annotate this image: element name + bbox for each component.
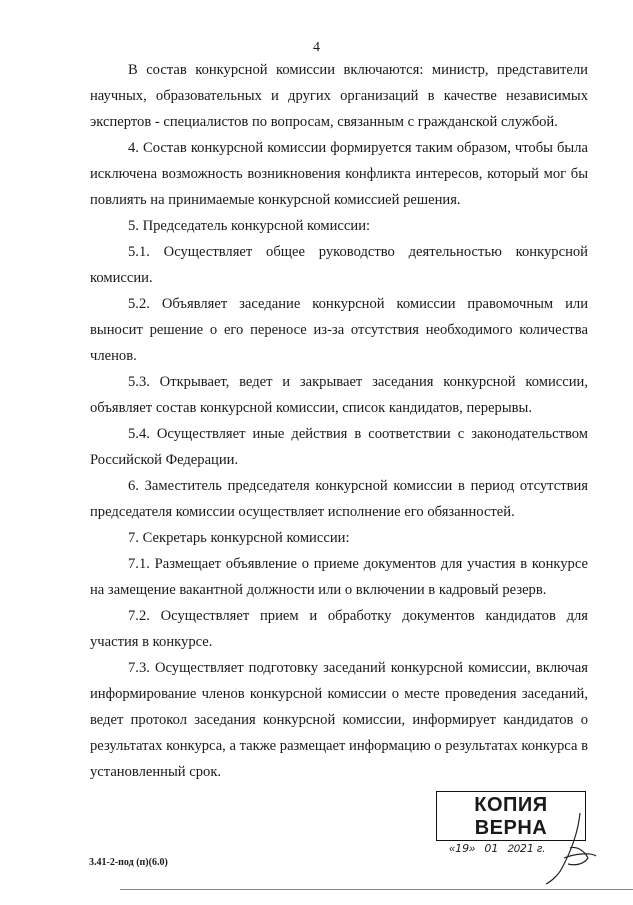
page-bottom-divider bbox=[120, 889, 633, 890]
paragraph: 5.1. Осуществляет общее руководство деятельностью конкурсной комиссии. bbox=[90, 244, 588, 286]
stamp-year-prefix: 20 bbox=[507, 843, 520, 855]
stamp-year-suffix: 21 bbox=[519, 842, 534, 855]
paragraph: 5. Председатель конкурсной комиссии: bbox=[128, 218, 371, 234]
stamp-date: «19» 01 2021 г. bbox=[449, 842, 546, 855]
stamp-day: 19 bbox=[455, 842, 470, 855]
paragraph: 5.2. Объявляет заседание конкурсной комиссии правомочным или выносит решение о его переносе из-за отсутствия необходимого количества членов. bbox=[90, 296, 588, 364]
document-body bbox=[90, 57, 588, 785]
paragraph: 5.3. Открывает, ведет и закрывает заседания конкурсной комиссии, объявляет состав конкурсной комиссии, список кандидатов, перерывы. bbox=[90, 374, 588, 416]
paragraph: В состав конкурсной комиссии включаются: министр, представители научных, образовательных и других организаций в качестве независимых экспертов - специалистов по вопросам, связанным с гражданской службой. bbox=[90, 62, 588, 130]
paragraph: 7.1. Размещает объявление о приеме документов для участия в конкурсе на замещение вакантной должности или о включении в кадровый резерв. bbox=[90, 556, 588, 598]
paragraph: 5.4. Осуществляет иные действия в соответствии с законодательством Российской Федерации. bbox=[90, 426, 588, 468]
paragraph: 7.3. Осуществляет подготовку заседаний конкурсной комиссии, включая информирование членов конкурсной комиссии о месте проведения заседаний, ведет протокол заседания конкурсной комиссии, информирует кандидатов о результатах конкурса, а также размещает информацию о результатах конкурса в установленный срок. bbox=[90, 660, 588, 780]
paragraph: 7. Секретарь конкурсной комиссии: bbox=[128, 530, 350, 546]
page-number: 4 bbox=[313, 40, 320, 55]
stamp-month: 01 bbox=[484, 842, 499, 855]
signature-mark bbox=[540, 808, 600, 888]
paragraph: 6. Заместитель председателя конкурсной комиссии в период отсутствия председателя комиссии осуществляет исполнение его обязанностей. bbox=[90, 478, 588, 520]
document-code: 3.41-2-под (п)(6.0) bbox=[89, 857, 168, 868]
paragraph: 4. Состав конкурсной комиссии формируется таким образом, чтобы была исключена возможность возникновения конфликта интересов, который мог бы повлиять на принимаемые конкурсной комиссией решения. bbox=[90, 140, 588, 208]
paragraph: 7.2. Осуществляет прием и обработку документов кандидатов для участия в конкурсе. bbox=[90, 608, 588, 650]
stamp-date-suffix: г. bbox=[536, 843, 546, 855]
stamp-title: КОПИЯ ВЕРНА bbox=[474, 794, 548, 839]
